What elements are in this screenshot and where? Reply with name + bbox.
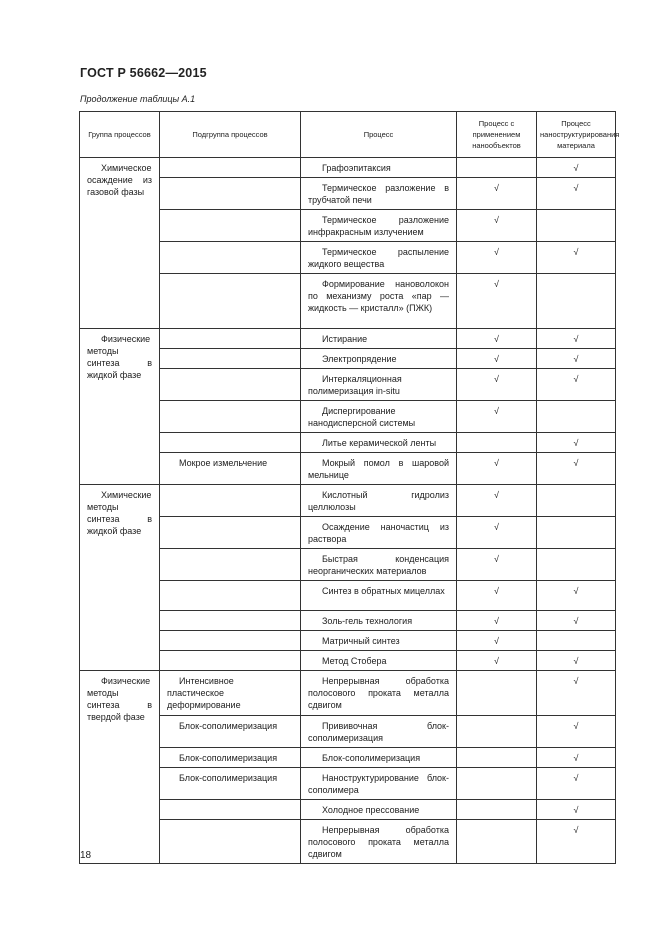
table-row	[80, 517, 616, 549]
nano-objects-mark-cell: √	[457, 369, 537, 401]
table-body	[80, 158, 616, 864]
group-cell: Химические методы синтеза в жидкой фазе	[80, 485, 160, 671]
subgroup-cell	[160, 158, 301, 178]
process-cell: Электропрядение	[301, 349, 457, 369]
nano-objects-mark-cell: √	[457, 631, 537, 651]
subgroup-cell	[160, 549, 301, 581]
standard-title: ГОСТ Р 56662—2015	[80, 66, 207, 80]
nano-structuring-mark-cell: √	[537, 716, 616, 748]
subgroup-cell: Блок-сополимеризация	[160, 748, 301, 768]
nano-objects-mark-cell: √	[457, 178, 537, 210]
nano-objects-mark-cell: √	[457, 349, 537, 369]
nano-structuring-mark-cell: √	[537, 800, 616, 820]
column-header-group: Группа процессов	[80, 112, 160, 158]
process-cell: Термическое разложение в трубчатой печи	[301, 178, 457, 210]
nano-structuring-mark-cell: √	[537, 748, 616, 768]
process-cell: Термическое распыление жидкого вещества	[301, 242, 457, 274]
nano-objects-mark-cell: √	[457, 453, 537, 485]
table-row	[80, 611, 616, 631]
nano-objects-mark-cell	[457, 716, 537, 748]
process-cell: Мокрый помол в шаровой мельнице	[301, 453, 457, 485]
subgroup-cell	[160, 517, 301, 549]
table-caption: Продолжение таблицы А.1	[80, 94, 196, 104]
nano-structuring-mark-cell: √	[537, 671, 616, 716]
subgroup-cell: Мокрое измельчение	[160, 453, 301, 485]
process-cell: Диспергирование нанодисперсной системы	[301, 401, 457, 433]
process-cell: Матричный синтез	[301, 631, 457, 651]
table-row	[80, 158, 616, 178]
subgroup-cell	[160, 242, 301, 274]
nano-structuring-mark-cell	[537, 549, 616, 581]
nano-objects-mark-cell: √	[457, 611, 537, 631]
nano-structuring-mark-cell: √	[537, 349, 616, 369]
process-cell: Синтез в обратных мицеллах	[301, 581, 457, 611]
nano-structuring-mark-cell	[537, 401, 616, 433]
nano-structuring-mark-cell: √	[537, 820, 616, 864]
process-cell: Метод Стобера	[301, 651, 457, 671]
process-cell: Непрерывная обработка полосового проката металла сдвигом	[301, 671, 457, 716]
nano-structuring-mark-cell: √	[537, 581, 616, 611]
subgroup-cell	[160, 401, 301, 433]
nano-structuring-mark-cell: √	[537, 369, 616, 401]
process-cell: Графоэпитаксия	[301, 158, 457, 178]
nano-objects-mark-cell: √	[457, 581, 537, 611]
nano-objects-mark-cell: √	[457, 549, 537, 581]
table-row	[80, 716, 616, 748]
subgroup-cell	[160, 433, 301, 453]
process-cell: Холодное прессование	[301, 800, 457, 820]
table-row	[80, 369, 616, 401]
table-header-row	[80, 112, 616, 158]
column-header-subgroup: Подгруппа процессов	[160, 112, 301, 158]
table-row	[80, 433, 616, 453]
nano-objects-mark-cell: √	[457, 485, 537, 517]
nano-objects-mark-cell: √	[457, 517, 537, 549]
table-row	[80, 631, 616, 651]
table-row	[80, 581, 616, 611]
nano-objects-mark-cell	[457, 158, 537, 178]
table-row	[80, 748, 616, 768]
subgroup-cell	[160, 210, 301, 242]
nano-structuring-mark-cell	[537, 517, 616, 549]
table-row	[80, 349, 616, 369]
nano-structuring-mark-cell: √	[537, 453, 616, 485]
nano-objects-mark-cell	[457, 433, 537, 453]
table-row	[80, 242, 616, 274]
table-row	[80, 178, 616, 210]
nano-objects-mark-cell	[457, 671, 537, 716]
process-cell: Золь-гель технология	[301, 611, 457, 631]
nano-objects-mark-cell: √	[457, 651, 537, 671]
nano-objects-mark-cell	[457, 820, 537, 864]
subgroup-cell: Блок-сополимеризация	[160, 716, 301, 748]
subgroup-cell	[160, 631, 301, 651]
nano-structuring-mark-cell	[537, 631, 616, 651]
nano-objects-mark-cell: √	[457, 242, 537, 274]
page-number: 18	[80, 850, 92, 861]
table-row	[80, 401, 616, 433]
process-cell: Осаждение наночастиц из раствора	[301, 517, 457, 549]
group-cell: Химическое осаждение из газовой фазы	[80, 158, 160, 329]
process-cell: Термическое разложение инфракрасным излучением	[301, 210, 457, 242]
process-cell: Наноструктурирование блок-сополимера	[301, 768, 457, 800]
nano-structuring-mark-cell: √	[537, 329, 616, 349]
subgroup-cell: Интенсивное пластическое деформирование	[160, 671, 301, 716]
subgroup-cell	[160, 178, 301, 210]
table-row	[80, 274, 616, 329]
process-cell: Интеркаляционная полимеризация in-situ	[301, 369, 457, 401]
nano-objects-mark-cell: √	[457, 210, 537, 242]
nano-structuring-mark-cell: √	[537, 651, 616, 671]
nano-objects-mark-cell: √	[457, 329, 537, 349]
subgroup-cell	[160, 581, 301, 611]
table-row	[80, 329, 616, 349]
subgroup-cell	[160, 485, 301, 517]
nano-structuring-mark-cell	[537, 210, 616, 242]
table-row	[80, 549, 616, 581]
subgroup-cell: Блок-сополимеризация	[160, 768, 301, 800]
nano-structuring-mark-cell: √	[537, 242, 616, 274]
nano-structuring-mark-cell: √	[537, 433, 616, 453]
nano-structuring-mark-cell	[537, 485, 616, 517]
nano-objects-mark-cell	[457, 768, 537, 800]
nano-objects-mark-cell: √	[457, 274, 537, 329]
nano-objects-mark-cell	[457, 748, 537, 768]
nano-structuring-mark-cell	[537, 274, 616, 329]
process-cell: Литье керамической ленты	[301, 433, 457, 453]
nano-objects-mark-cell: √	[457, 401, 537, 433]
table-row	[80, 210, 616, 242]
process-cell: Кислотный гидролиз целлюлозы	[301, 485, 457, 517]
table-row	[80, 768, 616, 800]
process-cell: Истирание	[301, 329, 457, 349]
subgroup-cell	[160, 369, 301, 401]
subgroup-cell	[160, 274, 301, 329]
table-row	[80, 453, 616, 485]
subgroup-cell	[160, 800, 301, 820]
subgroup-cell	[160, 329, 301, 349]
nano-structuring-mark-cell: √	[537, 611, 616, 631]
table-row	[80, 651, 616, 671]
column-header-nano-objects: Процесс с применением нанообъектов	[457, 112, 537, 158]
column-header-process: Процесс	[301, 112, 457, 158]
nano-structuring-mark-cell: √	[537, 158, 616, 178]
table-row	[80, 485, 616, 517]
process-table	[79, 111, 620, 864]
subgroup-cell	[160, 820, 301, 864]
nano-structuring-mark-cell: √	[537, 178, 616, 210]
table-row	[80, 671, 616, 716]
process-cell: Быстрая конденсация неорганических материалов	[301, 549, 457, 581]
table-row	[80, 800, 616, 820]
nano-structuring-mark-cell: √	[537, 768, 616, 800]
column-header-nano-structuring: Процесс наноструктурирования материала	[537, 112, 616, 158]
process-cell: Непрерывная обработка полосового проката металла сдвигом	[301, 820, 457, 864]
group-cell: Физические методы синтеза в жидкой фазе	[80, 329, 160, 485]
process-cell: Блок-сополимеризация	[301, 748, 457, 768]
subgroup-cell	[160, 349, 301, 369]
nano-objects-mark-cell	[457, 800, 537, 820]
subgroup-cell	[160, 651, 301, 671]
subgroup-cell	[160, 611, 301, 631]
group-cell: Физические методы синтеза в твердой фазе	[80, 671, 160, 864]
table-row	[80, 820, 616, 864]
process-cell: Формирование нановолокон по механизму роста «пар — жидкость — кристалл» (ПЖК)	[301, 274, 457, 329]
process-cell: Прививочная блок-сополимеризация	[301, 716, 457, 748]
